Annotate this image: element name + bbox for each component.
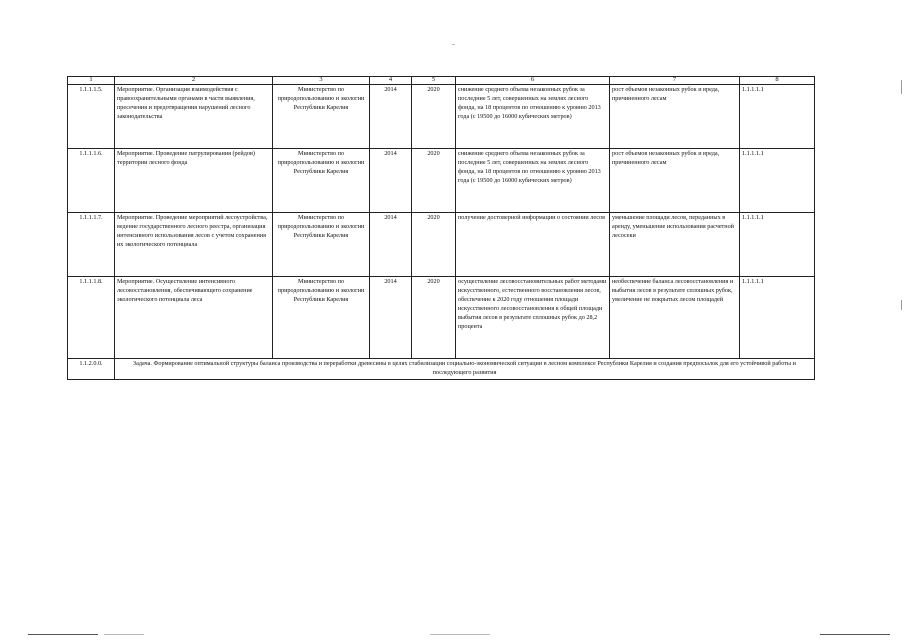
- scan-edge-mark: [430, 634, 490, 635]
- row-consequences: необеспечение баланса лесовосстановления и выбытия лесов в результате сплошных рубок, увеличение не покрытых лесом площадей: [610, 277, 740, 359]
- row-result: осуществление лесовосстановительных работ методами искусственного, естественного восстановления лесов, обеспечение к 2020 году отношения площади искусственного лесовосстановления к общей площади выбытия лесов в результате сплошных рубок до 28,2 процента: [456, 277, 610, 359]
- row-link: 1.1.1.1.1: [740, 149, 815, 213]
- row-consequences: рост объемов незаконных рубок и вреда, причиненного лесам: [610, 85, 740, 149]
- row-code: 1.1.1.1.8.: [68, 277, 115, 359]
- task-code: 1.1.2.0.0.: [68, 359, 115, 380]
- column-number-row: [68, 77, 815, 85]
- row-link: 1.1.1.1.1: [740, 277, 815, 359]
- scan-edge-mark: [28, 634, 98, 635]
- row-code: 1.1.1.1.6.: [68, 149, 115, 213]
- row-activity: Мероприятие. Организация взаимодействия с правоохранительными органами в части выявления, пресечения и предотвращения нарушений лесного законодательства: [115, 85, 273, 149]
- row-link: 1.1.1.1.1: [740, 213, 815, 277]
- task-row: [68, 359, 815, 380]
- row-executor: Министерство по природопользованию и экологии Республики Карелия: [273, 149, 370, 213]
- row-end-year: 2020: [412, 85, 456, 149]
- column-number: 4: [370, 77, 412, 85]
- row-executor: Министерство по природопользованию и экологии Республики Карелия: [273, 213, 370, 277]
- row-consequences: уменьшение площади лесов, переданных в аренду, уменьшение использования расчетной лесосеки: [610, 213, 740, 277]
- task-description: Задача. Формирование оптимальной структуры баланса производства и переработки древесины в целях стабилизации социально-экономической ситуации в лесном комплексе Республики Карелия и создания предпосылок для его устойчивой работы и последующего развития: [115, 359, 815, 380]
- row-end-year: 2020: [412, 213, 456, 277]
- row-code: 1.1.1.1.7.: [68, 213, 115, 277]
- row-activity: Мероприятие. Осуществление интенсивного лесовосстановления, обеспечивающего сохранение экологического потенциала леса: [115, 277, 273, 359]
- scan-edge-mark: [901, 80, 902, 94]
- row-link: 1.1.1.1.1: [740, 85, 815, 149]
- column-number: 2: [115, 77, 273, 85]
- scan-edge-mark: [901, 300, 902, 310]
- scan-edge-mark: [820, 634, 890, 635]
- program-table: [67, 76, 815, 380]
- column-number: 1: [68, 77, 115, 85]
- row-consequences: рост объемов незаконных рубок и вреда, причиненного лесам: [610, 149, 740, 213]
- row-start-year: 2014: [370, 149, 412, 213]
- row-code: 1.1.1.1.5.: [68, 85, 115, 149]
- row-result: получение достоверной информации о состоянии лесов: [456, 213, 610, 277]
- table-row: [68, 213, 815, 277]
- column-number: 7: [610, 77, 740, 85]
- table-row: [68, 277, 815, 359]
- row-activity: Мероприятие. Проведение мероприятий лесоустройства, ведение государственного лесного реестра, организация интенсивного использования лесов с учетом сохранения их экологического потенциала: [115, 213, 273, 277]
- column-number: 6: [456, 77, 610, 85]
- column-number: 5: [412, 77, 456, 85]
- table-row: [68, 85, 815, 149]
- row-end-year: 2020: [412, 277, 456, 359]
- row-end-year: 2020: [412, 149, 456, 213]
- column-number: 3: [273, 77, 370, 85]
- scan-speck: [452, 44, 455, 45]
- row-executor: Министерство по природопользованию и экологии Республики Карелия: [273, 277, 370, 359]
- table-row: [68, 149, 815, 213]
- row-start-year: 2014: [370, 85, 412, 149]
- row-start-year: 2014: [370, 213, 412, 277]
- row-result: снижение среднего объема незаконных рубок за последние 5 лет, совершенных на землях лесного фонда, на 18 процентов по отношению к уровню 2013 года (с 19500 до 16000 кубических метров): [456, 149, 610, 213]
- row-start-year: 2014: [370, 277, 412, 359]
- scan-edge-mark: [104, 634, 144, 635]
- row-executor: Министерство по природопользованию и экологии Республики Карелия: [273, 85, 370, 149]
- row-activity: Мероприятие. Проведение патрулирования (рейдов) территории лесного фонда: [115, 149, 273, 213]
- row-result: снижение среднего объема незаконных рубок за последние 5 лет, совершенных на землях лесного фонда, на 18 процентов по отношению к уровню 2013 года (с 19500 до 16000 кубических метров): [456, 85, 610, 149]
- column-number: 8: [740, 77, 815, 85]
